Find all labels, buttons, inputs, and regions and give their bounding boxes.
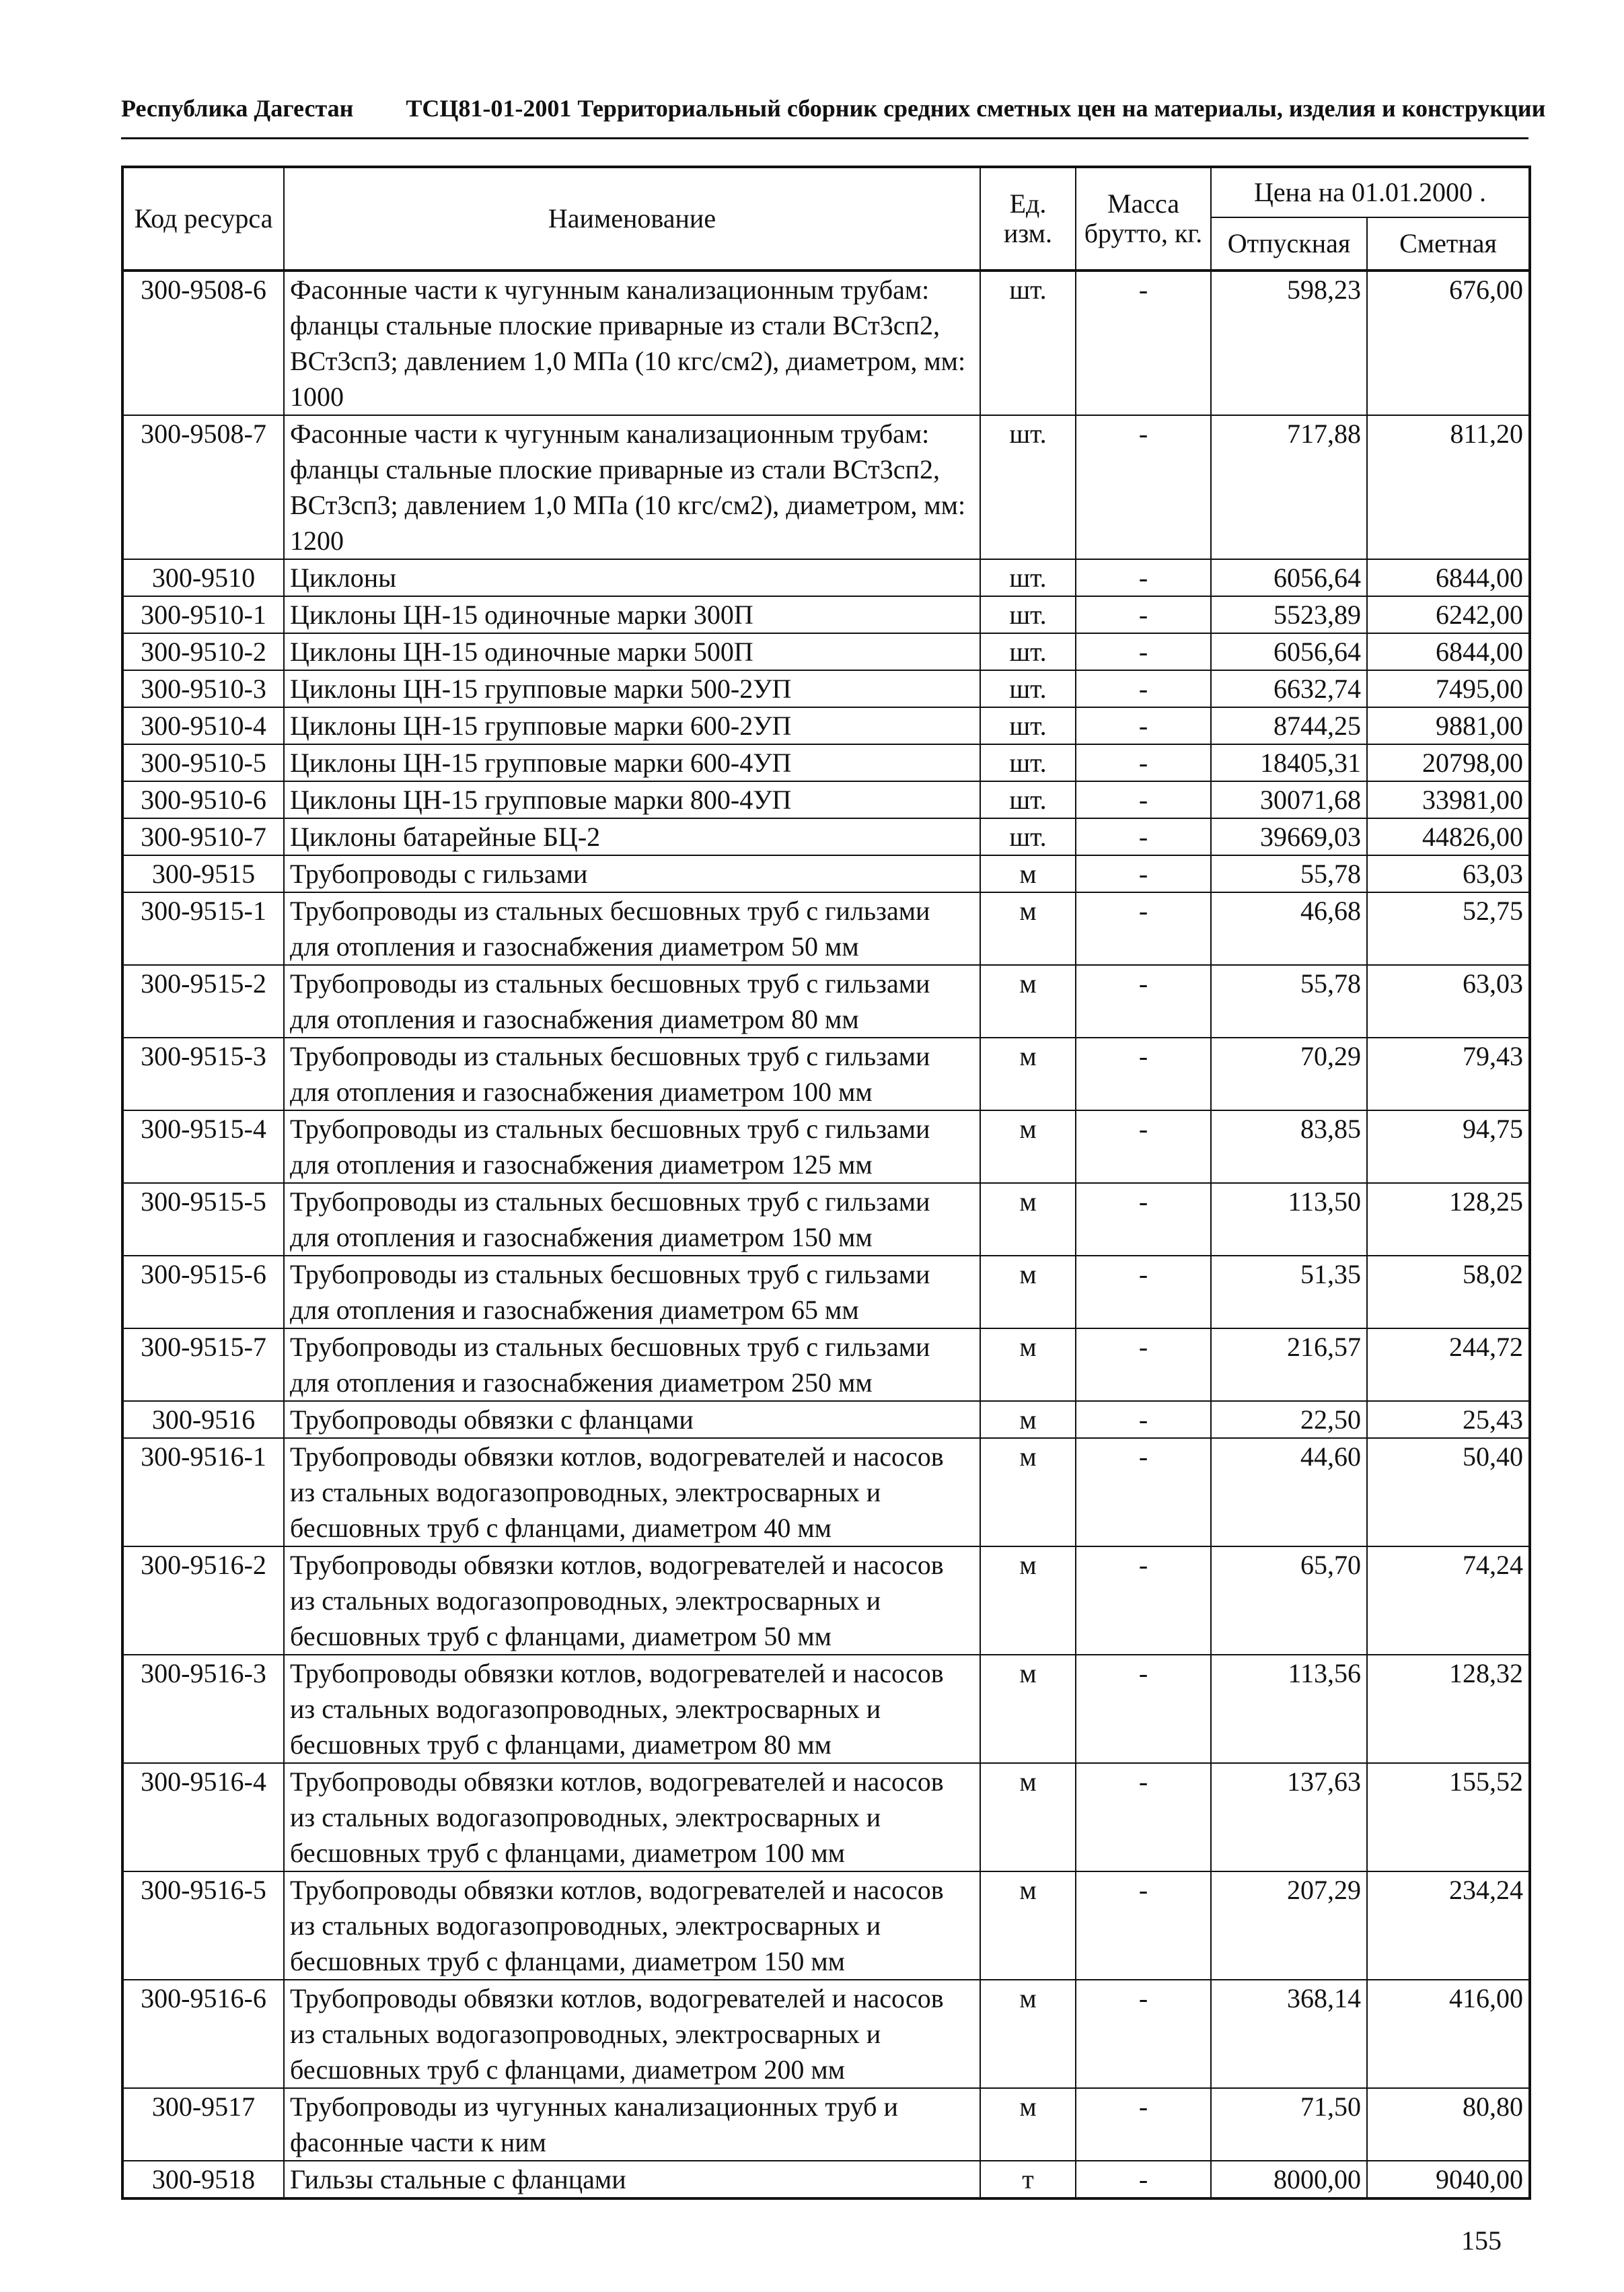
table-row bbox=[122, 1256, 1530, 1328]
cell-price-release: 65,70 bbox=[1211, 1546, 1367, 1655]
cell-unit: шт. bbox=[980, 271, 1076, 415]
table-row bbox=[122, 1763, 1530, 1871]
page-number: 155 bbox=[1461, 2225, 1502, 2256]
cell-price-estimate: 20798,00 bbox=[1367, 744, 1530, 781]
col-header-price-release: Отпускная bbox=[1211, 217, 1367, 271]
cell-price-release: 6632,74 bbox=[1211, 670, 1367, 707]
cell-price-estimate: 50,40 bbox=[1367, 1438, 1530, 1546]
cell-name: Трубопроводы из чугунных канализационных труб и фасонные части к ним bbox=[284, 2088, 980, 2161]
cell-price-estimate: 94,75 bbox=[1367, 1110, 1530, 1183]
cell-price-release: 71,50 bbox=[1211, 2088, 1367, 2161]
cell-price-estimate: 80,80 bbox=[1367, 2088, 1530, 2161]
cell-code: 300-9516-6 bbox=[122, 1980, 284, 2088]
cell-name: Трубопроводы из стальных бесшовных труб с гильзами для отопления и газоснабжения диаметром 65 мм bbox=[284, 1256, 980, 1328]
cell-price-estimate: 244,72 bbox=[1367, 1328, 1530, 1401]
cell-code: 300-9515 bbox=[122, 855, 284, 892]
cell-unit: м bbox=[980, 965, 1076, 1038]
cell-code: 300-9510-4 bbox=[122, 707, 284, 744]
table-row bbox=[122, 744, 1530, 781]
cell-price-release: 70,29 bbox=[1211, 1038, 1367, 1110]
cell-name: Фасонные части к чугунным канализационным трубам: фланцы стальные плоские приварные из стали ВСт3сп2, ВСт3сп3; давлением 1,0 МПа (10 кгс/см2), диаметром, мм: 1000 bbox=[284, 271, 980, 415]
table-body bbox=[122, 271, 1530, 2198]
cell-mass: - bbox=[1076, 415, 1211, 559]
cell-mass: - bbox=[1076, 1546, 1211, 1655]
cell-mass: - bbox=[1076, 1438, 1211, 1546]
cell-code: 300-9516-4 bbox=[122, 1763, 284, 1871]
table-row bbox=[122, 781, 1530, 818]
cell-unit: м bbox=[980, 855, 1076, 892]
cell-price-release: 22,50 bbox=[1211, 1401, 1367, 1438]
table-row bbox=[122, 633, 1530, 670]
cell-name: Трубопроводы из стальных бесшовных труб с гильзами для отопления и газоснабжения диаметром 125 мм bbox=[284, 1110, 980, 1183]
cell-price-release: 137,63 bbox=[1211, 1763, 1367, 1871]
cell-price-release: 39669,03 bbox=[1211, 818, 1367, 855]
cell-code: 300-9515-1 bbox=[122, 892, 284, 965]
cell-code: 300-9510 bbox=[122, 559, 284, 596]
cell-mass: - bbox=[1076, 1256, 1211, 1328]
cell-price-estimate: 6844,00 bbox=[1367, 633, 1530, 670]
cell-mass: - bbox=[1076, 2088, 1211, 2161]
cell-price-release: 5523,89 bbox=[1211, 596, 1367, 633]
cell-code: 300-9516-1 bbox=[122, 1438, 284, 1546]
cell-unit: м bbox=[980, 1438, 1076, 1546]
cell-name: Циклоны bbox=[284, 559, 980, 596]
cell-code: 300-9515-2 bbox=[122, 965, 284, 1038]
cell-code: 300-9516-2 bbox=[122, 1546, 284, 1655]
cell-code: 300-9510-2 bbox=[122, 633, 284, 670]
cell-unit: м bbox=[980, 1328, 1076, 1401]
table-row bbox=[122, 1183, 1530, 1256]
cell-code: 300-9517 bbox=[122, 2088, 284, 2161]
cell-code: 300-9515-7 bbox=[122, 1328, 284, 1401]
table-header bbox=[122, 167, 1530, 271]
cell-price-estimate: 155,52 bbox=[1367, 1763, 1530, 1871]
table-row bbox=[122, 670, 1530, 707]
table-row bbox=[122, 1401, 1530, 1438]
cell-unit: м bbox=[980, 1980, 1076, 2088]
cell-name: Трубопроводы из стальных бесшовных труб с гильзами для отопления и газоснабжения диаметром 100 мм bbox=[284, 1038, 980, 1110]
cell-code: 300-9508-7 bbox=[122, 415, 284, 559]
cell-unit: м bbox=[980, 2088, 1076, 2161]
cell-unit: м bbox=[980, 1763, 1076, 1871]
cell-mass: - bbox=[1076, 271, 1211, 415]
cell-price-estimate: 811,20 bbox=[1367, 415, 1530, 559]
cell-mass: - bbox=[1076, 1401, 1211, 1438]
table-row bbox=[122, 1980, 1530, 2088]
cell-mass: - bbox=[1076, 1328, 1211, 1401]
cell-name: Трубопроводы из стальных бесшовных труб с гильзами для отопления и газоснабжения диаметром 250 мм bbox=[284, 1328, 980, 1401]
header-title: ТСЦ81-01-2001 Территориальный сборник средних сметных цен на материалы, изделия и конструкции bbox=[406, 95, 1546, 122]
cell-code: 300-9510-7 bbox=[122, 818, 284, 855]
cell-mass: - bbox=[1076, 1980, 1211, 2088]
cell-unit: шт. bbox=[980, 633, 1076, 670]
cell-unit: м bbox=[980, 1655, 1076, 1763]
cell-mass: - bbox=[1076, 965, 1211, 1038]
col-header-price-estimate: Сметная bbox=[1367, 217, 1530, 271]
cell-mass: - bbox=[1076, 781, 1211, 818]
cell-price-release: 368,14 bbox=[1211, 1980, 1367, 2088]
cell-mass: - bbox=[1076, 670, 1211, 707]
table-row bbox=[122, 1110, 1530, 1183]
cell-price-estimate: 6844,00 bbox=[1367, 559, 1530, 596]
cell-price-estimate: 676,00 bbox=[1367, 271, 1530, 415]
cell-name: Трубопроводы обвязки котлов, водогревателей и насосов из стальных водогазопроводных, электросварных и бесшовных труб с фланцами, диаметром 40 мм bbox=[284, 1438, 980, 1546]
cell-name: Трубопроводы обвязки котлов, водогревателей и насосов из стальных водогазопроводных, электросварных и бесшовных труб с фланцами, диаметром 150 мм bbox=[284, 1871, 980, 1980]
table-row bbox=[122, 271, 1530, 415]
col-header-price-group: Цена на 01.01.2000 . bbox=[1211, 167, 1530, 217]
cell-price-estimate: 9881,00 bbox=[1367, 707, 1530, 744]
cell-name: Гильзы стальные с фланцами bbox=[284, 2161, 980, 2198]
cell-unit: м bbox=[980, 1401, 1076, 1438]
cell-price-release: 44,60 bbox=[1211, 1438, 1367, 1546]
table-row bbox=[122, 892, 1530, 965]
cell-code: 300-9510-5 bbox=[122, 744, 284, 781]
cell-unit: шт. bbox=[980, 670, 1076, 707]
cell-code: 300-9515-6 bbox=[122, 1256, 284, 1328]
cell-name: Циклоны ЦН-15 групповые марки 800-4УП bbox=[284, 781, 980, 818]
cell-mass: - bbox=[1076, 1763, 1211, 1871]
cell-mass: - bbox=[1076, 1183, 1211, 1256]
cell-price-estimate: 6242,00 bbox=[1367, 596, 1530, 633]
cell-unit: шт. bbox=[980, 781, 1076, 818]
cell-code: 300-9508-6 bbox=[122, 271, 284, 415]
cell-unit: м bbox=[980, 1871, 1076, 1980]
cell-name: Трубопроводы из стальных бесшовных труб с гильзами для отопления и газоснабжения диаметром 80 мм bbox=[284, 965, 980, 1038]
cell-price-release: 207,29 bbox=[1211, 1871, 1367, 1980]
cell-mass: - bbox=[1076, 1871, 1211, 1980]
cell-unit: м bbox=[980, 1038, 1076, 1110]
table-row bbox=[122, 1328, 1530, 1401]
cell-price-estimate: 33981,00 bbox=[1367, 781, 1530, 818]
cell-code: 300-9516-3 bbox=[122, 1655, 284, 1763]
cell-unit: м bbox=[980, 1110, 1076, 1183]
table-row bbox=[122, 1546, 1530, 1655]
col-header-mass: Масса брутто, кг. bbox=[1076, 167, 1211, 271]
cell-name: Трубопроводы обвязки котлов, водогревателей и насосов из стальных водогазопроводных, электросварных и бесшовных труб с фланцами, диаметром 100 мм bbox=[284, 1763, 980, 1871]
cell-name: Циклоны ЦН-15 групповые марки 600-4УП bbox=[284, 744, 980, 781]
table-row bbox=[122, 707, 1530, 744]
cell-code: 300-9510-6 bbox=[122, 781, 284, 818]
cell-mass: - bbox=[1076, 818, 1211, 855]
cell-price-estimate: 44826,00 bbox=[1367, 818, 1530, 855]
cell-name: Фасонные части к чугунным канализационным трубам: фланцы стальные плоские приварные из стали ВСт3сп2, ВСт3сп3; давлением 1,0 МПа (10 кгс/см2), диаметром, мм: 1200 bbox=[284, 415, 980, 559]
cell-unit: м bbox=[980, 1256, 1076, 1328]
table-row bbox=[122, 2161, 1530, 2198]
cell-unit: м bbox=[980, 1183, 1076, 1256]
cell-name: Циклоны ЦН-15 групповые марки 600-2УП bbox=[284, 707, 980, 744]
table-row bbox=[122, 596, 1530, 633]
cell-price-release: 55,78 bbox=[1211, 965, 1367, 1038]
cell-unit: шт. bbox=[980, 415, 1076, 559]
cell-price-estimate: 128,32 bbox=[1367, 1655, 1530, 1763]
cell-mass: - bbox=[1076, 1038, 1211, 1110]
cell-unit: шт. bbox=[980, 818, 1076, 855]
cell-price-estimate: 63,03 bbox=[1367, 965, 1530, 1038]
cell-unit: м bbox=[980, 892, 1076, 965]
cell-price-estimate: 79,43 bbox=[1367, 1038, 1530, 1110]
price-table bbox=[121, 166, 1531, 2200]
cell-mass: - bbox=[1076, 633, 1211, 670]
cell-price-release: 46,68 bbox=[1211, 892, 1367, 965]
cell-price-estimate: 7495,00 bbox=[1367, 670, 1530, 707]
col-header-name: Наименование bbox=[284, 167, 980, 271]
cell-price-release: 216,57 bbox=[1211, 1328, 1367, 1401]
cell-price-release: 6056,64 bbox=[1211, 559, 1367, 596]
cell-name: Трубопроводы из стальных бесшовных труб с гильзами для отопления и газоснабжения диаметром 150 мм bbox=[284, 1183, 980, 1256]
cell-mass: - bbox=[1076, 744, 1211, 781]
header-region: Республика Дагестан bbox=[121, 95, 354, 122]
cell-name: Трубопроводы обвязки котлов, водогревателей и насосов из стальных водогазопроводных, электросварных и бесшовных труб с фланцами, диаметром 200 мм bbox=[284, 1980, 980, 2088]
cell-price-estimate: 416,00 bbox=[1367, 1980, 1530, 2088]
col-header-unit: Ед. изм. bbox=[980, 167, 1076, 271]
cell-unit: шт. bbox=[980, 707, 1076, 744]
cell-name: Циклоны батарейные БЦ-2 bbox=[284, 818, 980, 855]
table-row bbox=[122, 1655, 1530, 1763]
cell-unit: т bbox=[980, 2161, 1076, 2198]
table-row bbox=[122, 559, 1530, 596]
cell-price-estimate: 234,24 bbox=[1367, 1871, 1530, 1980]
cell-code: 300-9515-4 bbox=[122, 1110, 284, 1183]
cell-price-release: 113,50 bbox=[1211, 1183, 1367, 1256]
cell-price-release: 717,88 bbox=[1211, 415, 1367, 559]
cell-price-estimate: 25,43 bbox=[1367, 1401, 1530, 1438]
cell-mass: - bbox=[1076, 1110, 1211, 1183]
cell-name: Циклоны ЦН-15 групповые марки 500-2УП bbox=[284, 670, 980, 707]
cell-price-release: 18405,31 bbox=[1211, 744, 1367, 781]
table-row bbox=[122, 415, 1530, 559]
cell-price-estimate: 63,03 bbox=[1367, 855, 1530, 892]
cell-mass: - bbox=[1076, 707, 1211, 744]
cell-code: 300-9510-3 bbox=[122, 670, 284, 707]
cell-name: Трубопроводы из стальных бесшовных труб с гильзами для отопления и газоснабжения диаметром 50 мм bbox=[284, 892, 980, 965]
col-header-code: Код ресурса bbox=[122, 167, 284, 271]
cell-name: Трубопроводы обвязки с фланцами bbox=[284, 1401, 980, 1438]
cell-unit: м bbox=[980, 1546, 1076, 1655]
cell-code: 300-9515-3 bbox=[122, 1038, 284, 1110]
cell-code: 300-9510-1 bbox=[122, 596, 284, 633]
cell-name: Циклоны ЦН-15 одиночные марки 300П bbox=[284, 596, 980, 633]
cell-name: Циклоны ЦН-15 одиночные марки 500П bbox=[284, 633, 980, 670]
cell-mass: - bbox=[1076, 1655, 1211, 1763]
table-row bbox=[122, 965, 1530, 1038]
cell-unit: шт. bbox=[980, 559, 1076, 596]
cell-code: 300-9516-5 bbox=[122, 1871, 284, 1980]
cell-price-release: 30071,68 bbox=[1211, 781, 1367, 818]
cell-price-release: 598,23 bbox=[1211, 271, 1367, 415]
cell-code: 300-9515-5 bbox=[122, 1183, 284, 1256]
cell-mass: - bbox=[1076, 892, 1211, 965]
cell-price-release: 8744,25 bbox=[1211, 707, 1367, 744]
cell-price-release: 83,85 bbox=[1211, 1110, 1367, 1183]
table-row bbox=[122, 855, 1530, 892]
header-rule bbox=[121, 137, 1528, 139]
cell-mass: - bbox=[1076, 2161, 1211, 2198]
cell-name: Трубопроводы с гильзами bbox=[284, 855, 980, 892]
cell-code: 300-9518 bbox=[122, 2161, 284, 2198]
cell-price-estimate: 9040,00 bbox=[1367, 2161, 1530, 2198]
cell-mass: - bbox=[1076, 596, 1211, 633]
cell-price-estimate: 58,02 bbox=[1367, 1256, 1530, 1328]
cell-code: 300-9516 bbox=[122, 1401, 284, 1438]
cell-mass: - bbox=[1076, 855, 1211, 892]
cell-price-release: 6056,64 bbox=[1211, 633, 1367, 670]
cell-price-release: 8000,00 bbox=[1211, 2161, 1367, 2198]
cell-price-estimate: 74,24 bbox=[1367, 1546, 1530, 1655]
table-row bbox=[122, 1438, 1530, 1546]
table-row bbox=[122, 1871, 1530, 1980]
cell-name: Трубопроводы обвязки котлов, водогревателей и насосов из стальных водогазопроводных, электросварных и бесшовных труб с фланцами, диаметром 80 мм bbox=[284, 1655, 980, 1763]
cell-price-release: 113,56 bbox=[1211, 1655, 1367, 1763]
table-row bbox=[122, 2088, 1530, 2161]
cell-name: Трубопроводы обвязки котлов, водогревателей и насосов из стальных водогазопроводных, электросварных и бесшовных труб с фланцами, диаметром 50 мм bbox=[284, 1546, 980, 1655]
cell-unit: шт. bbox=[980, 596, 1076, 633]
cell-unit: шт. bbox=[980, 744, 1076, 781]
cell-price-estimate: 52,75 bbox=[1367, 892, 1530, 965]
cell-price-estimate: 128,25 bbox=[1367, 1183, 1530, 1256]
cell-price-release: 51,35 bbox=[1211, 1256, 1367, 1328]
page-header bbox=[121, 94, 1546, 122]
cell-price-release: 55,78 bbox=[1211, 855, 1367, 892]
table-row bbox=[122, 818, 1530, 855]
table-row bbox=[122, 1038, 1530, 1110]
cell-mass: - bbox=[1076, 559, 1211, 596]
